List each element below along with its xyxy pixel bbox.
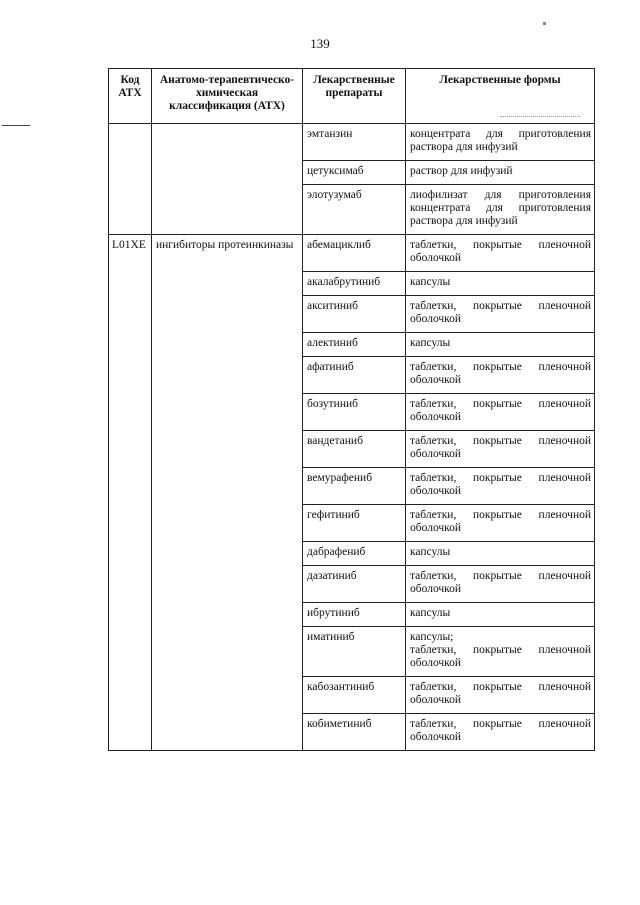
dosage-form-line: таблетки, покрытые пленочной оболочкой xyxy=(410,718,591,743)
drug-name-cell: дазатиниб xyxy=(303,566,406,603)
drug-name-cell: бозутиниб xyxy=(303,394,406,431)
dosage-form-cell xyxy=(406,714,595,751)
drug-name-cell: акситиниб xyxy=(303,296,406,333)
header-forms: Лекарственные формы xyxy=(406,69,595,124)
drug-name-cell: алектиниб xyxy=(303,333,406,357)
drug-name-cell: иматиниб xyxy=(303,627,406,677)
dosage-form-cell xyxy=(406,296,595,333)
dosage-form-cell xyxy=(406,185,595,235)
dosage-form-cell xyxy=(406,357,595,394)
table-body xyxy=(109,124,595,751)
drug-name-cell: акалабрутиниб xyxy=(303,272,406,296)
table-row xyxy=(109,235,595,272)
table-row xyxy=(109,124,595,161)
dosage-form-line: капсулы xyxy=(410,546,451,558)
atx-code-cell: L01XE xyxy=(109,235,152,751)
dosage-form-line: таблетки, покрытые пленочной оболочкой xyxy=(410,398,591,423)
dosage-form-cell xyxy=(406,272,595,296)
dosage-form-cell xyxy=(406,468,595,505)
dosage-form-cell xyxy=(406,677,595,714)
dosage-form-line: таблетки, покрытые пленочной оболочкой xyxy=(410,300,591,325)
dosage-form-line: раствор для инфузий xyxy=(410,165,513,177)
dosage-form-line: капсулы; xyxy=(410,631,454,643)
dosage-form-cell xyxy=(406,333,595,357)
atx-classification-cell xyxy=(152,124,303,235)
drug-name-cell: ибрутиниб xyxy=(303,603,406,627)
dosage-form-cell xyxy=(406,566,595,603)
dosage-form-cell xyxy=(406,235,595,272)
atx-code-cell xyxy=(109,124,152,235)
atx-table xyxy=(108,68,595,751)
dosage-form-line: таблетки, покрытые пленочной оболочкой xyxy=(410,472,591,497)
drug-name-cell: вандетаниб xyxy=(303,431,406,468)
dosage-form-line: капсулы xyxy=(410,276,451,288)
dosage-form-line: таблетки, покрытые пленочной оболочкой xyxy=(410,361,591,386)
dosage-form-cell xyxy=(406,603,595,627)
drug-name-cell: эмтанзин xyxy=(303,124,406,161)
dosage-form-line: лиофилизат для приготовления концентрата для приготовления раствора для инфузий xyxy=(410,189,591,227)
dosage-form-cell xyxy=(406,124,595,161)
header-code: Код АТХ xyxy=(109,69,152,124)
dosage-form-line: таблетки, покрытые пленочной оболочкой xyxy=(410,435,591,460)
drug-name-cell: элотузумаб xyxy=(303,185,406,235)
dosage-form-line: капсулы xyxy=(410,607,451,619)
dosage-form-cell xyxy=(406,431,595,468)
dosage-form-line: таблетки, покрытые пленочной оболочкой xyxy=(410,681,591,706)
drug-name-cell: кабозантиниб xyxy=(303,677,406,714)
page-number: 139 xyxy=(310,36,330,51)
scan-mark-left xyxy=(2,125,30,126)
dosage-form-cell xyxy=(406,394,595,431)
drug-name-cell: кобиметиниб xyxy=(303,714,406,751)
atx-classification-cell: ингибиторы протеинкиназы xyxy=(152,235,303,751)
header-classification: Анатомо-терапевтическо-химическая классификация (АТХ) xyxy=(152,69,303,124)
drug-name-cell: абемациклиб xyxy=(303,235,406,272)
drug-name-cell: дабрафениб xyxy=(303,542,406,566)
header-drugs: Лекарственные препараты xyxy=(303,69,406,124)
dosage-form-line: таблетки, покрытые пленочной оболочкой xyxy=(410,509,591,534)
drug-name-cell: гефитиниб xyxy=(303,505,406,542)
dosage-form-line: концентрата для приготовления раствора для инфузий xyxy=(410,128,591,153)
dosage-form-cell xyxy=(406,542,595,566)
header-row xyxy=(109,69,595,124)
drug-name-cell: афатиниб xyxy=(303,357,406,394)
drug-name-cell: цетуксимаб xyxy=(303,161,406,185)
dosage-form-line: таблетки, покрытые пленочной оболочкой xyxy=(410,239,591,264)
dosage-form-line: таблетки, покрытые пленочной оболочкой xyxy=(410,644,591,669)
dosage-form-line: капсулы xyxy=(410,337,451,349)
dosage-form-cell xyxy=(406,627,595,677)
scan-speck xyxy=(543,22,546,25)
dosage-form-line: таблетки, покрытые пленочной оболочкой xyxy=(410,570,591,595)
dosage-form-cell xyxy=(406,161,595,185)
drug-name-cell: вемурафениб xyxy=(303,468,406,505)
dosage-form-cell xyxy=(406,505,595,542)
